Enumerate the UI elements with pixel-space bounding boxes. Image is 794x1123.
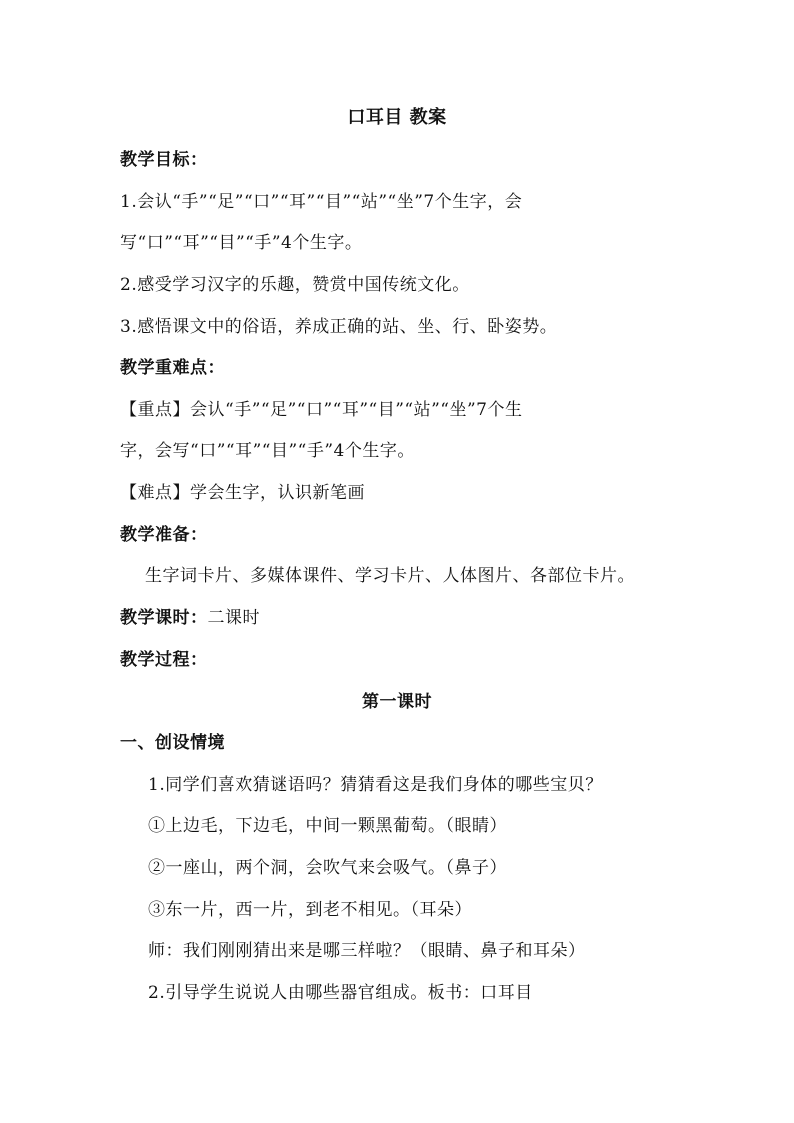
- periods-value: 二课时: [207, 608, 260, 628]
- riddle-3: ③东一片，西一片，到老不相见。（耳朵）: [148, 900, 472, 920]
- objective-1-line-1: 1.会认“手”“足”“口”“耳”“目”“站”“坐”7个生字，会: [120, 192, 523, 212]
- key-points-heading: 教学重难点：: [120, 358, 225, 378]
- document-title: 口耳目 教案: [347, 107, 447, 128]
- periods-line: [120, 606, 680, 630]
- lesson-one-heading: 第一课时: [362, 692, 432, 712]
- section-one-heading: 一、创设情境: [120, 733, 225, 753]
- objective-1-line-2: 写“口”“耳”“目”“手”4个生字。: [120, 233, 363, 253]
- objective-2: 2.感受学习汉字的乐趣，赞赏中国传统文化。: [120, 275, 470, 295]
- objective-3: 3.感悟课文中的俗语，养成正确的站、坐、行、卧姿势。: [120, 317, 558, 337]
- periods-heading: 教学课时：: [120, 608, 208, 628]
- step-1: 1.同学们喜欢猜谜语吗？猜猜看这是我们身体的哪些宝贝？: [148, 775, 603, 795]
- teacher-line: 师：我们刚刚猜出来是哪三样啦？（眼睛、鼻子和耳朵）: [148, 941, 586, 961]
- preparation-text: 生字词卡片、多媒体课件、学习卡片、人体图片、各部位卡片。: [145, 566, 635, 586]
- objectives-heading: 教学目标：: [120, 150, 208, 170]
- difficulty-point: 【难点】学会生字，认识新笔画: [120, 483, 365, 503]
- preparation-heading: 教学准备：: [120, 525, 208, 545]
- process-heading: 教学过程：: [120, 650, 208, 670]
- riddle-2: ②一座山，两个洞，会吹气来会吸气。（鼻子）: [148, 858, 507, 878]
- key-point-line-2: 字，会写“口”“耳”“目”“手”4个生字。: [120, 441, 415, 461]
- step-2: 2.引导学生说说人由哪些器官组成。板书：口耳目: [148, 983, 533, 1003]
- riddle-1: ①上边毛，下边毛，中间一颗黑葡萄。（眼睛）: [148, 816, 507, 836]
- key-point-line-1: 【重点】会认“手”“足”“口”“耳”“目”“站”“坐”7个生: [120, 400, 523, 420]
